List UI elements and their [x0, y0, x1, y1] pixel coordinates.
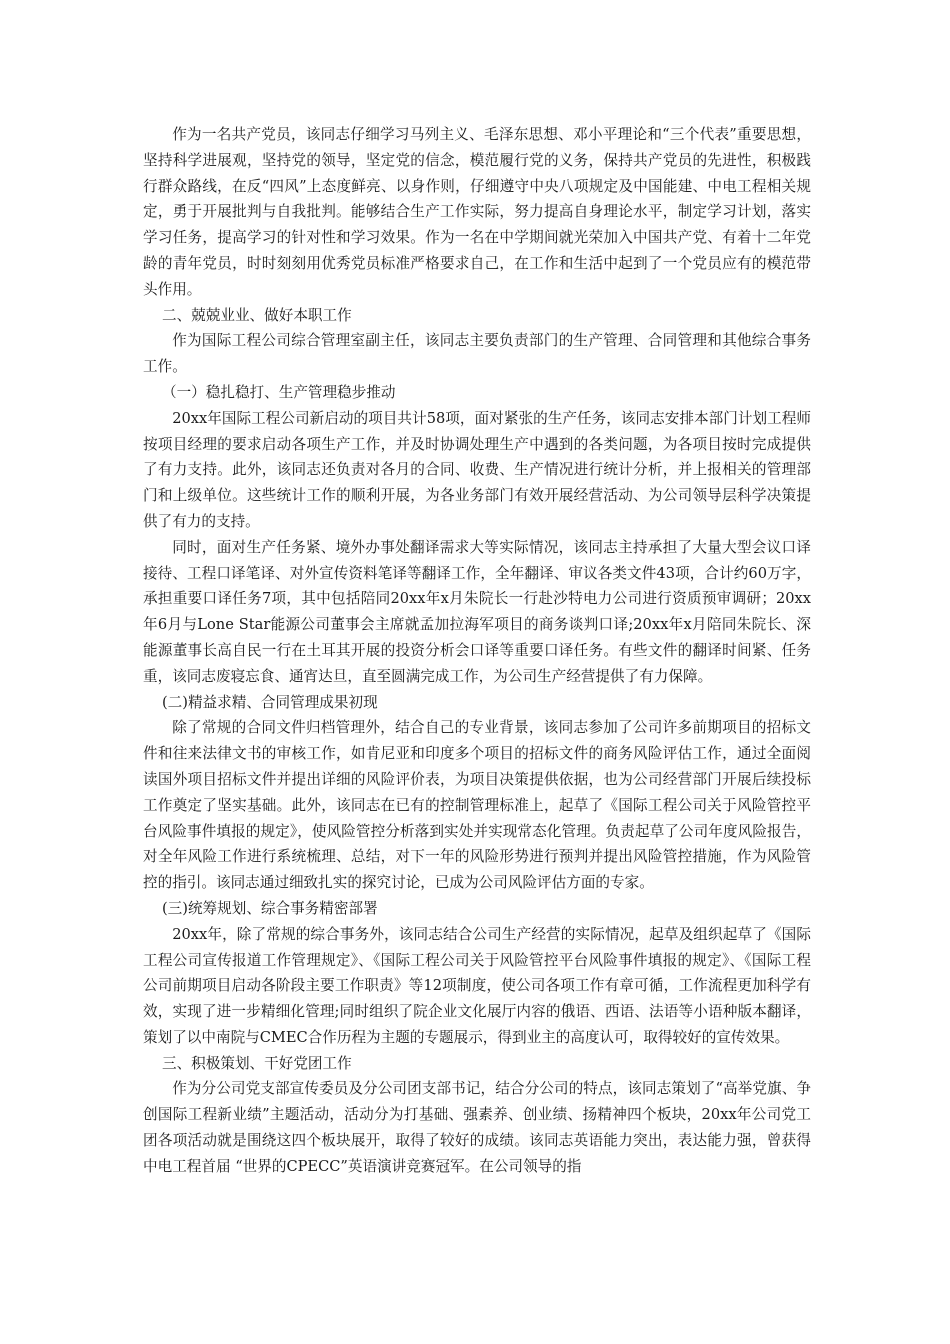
section-heading-dedication: 二、兢兢业业、做好本职工作 [161, 306, 352, 324]
subsection-heading-contract-management: (二)精益求精、合同管理成果初现 [161, 693, 378, 711]
paragraph-regulations-drafting: 20xx年，除了常规的综合事务外，该同志结合公司生产经营的实际情况，起草及组织起草了《国际工程公司宣传报道工作管理规定》、《国际工程公司关于风险管控平台风险事件填报的规定》、《国际工程公司前期项目启动各阶段主要工作职责》等12项制度，使公司各项工作有章可循，工作流程更加科学有效，实现了进一步精细化管理;同时组织了院企业文化展厅内容的俄语、西语、法语等小语种版本翻译，策划了以中南院与CMEC合作历程为主题的专题展示，得到业主的高度认可，取得较好的宣传效果。 [143, 925, 811, 1046]
document-page [143, 122, 811, 1180]
subsection-heading-production-management: （一）稳扎稳打、生产管理稳步推动 [161, 383, 396, 401]
paragraph-party-member-study: 作为一名共产党员，该同志仔细学习马列主义、毛泽东思想、邓小平理论和“三个代表”重要思想，坚持科学进展观，坚持党的领导，坚定党的信念，模范履行党的义务，保持共产党员的先进性，积极践行群众路线，在反“四风”上态度鲜亮、以身作则，仔细遵守中央八项规定及中国能建、中电工程相关规定，勇于开展批判与自我批判。能够结合生产工作实际，努力提高自身理论水平，制定学习计划，落实学习任务，提高学习的针对性和学习效果。作为一名在中学期间就光荣加入中国共产党、有着十二年党龄的青年党员，时时刻刻用优秀党员标准严格要求自己，在工作和生活中起到了一个党员应有的模范带头作用。 [143, 126, 811, 298]
paragraph-production-projects: 20xx年国际工程公司新启动的项目共计58项，面对紧张的生产任务，该同志安排本部门计划工程师按项目经理的要求启动各项生产工作，并及时协调处理生产中遇到的各类问题，为各项目按时完成提供了有力支持。此外，该同志还负责对各月的合同、收费、生产情况进行统计分析，并上报相关的管理部门和上级单位。这些统计工作的顺利开展，为各业务部门有效开展经营活动、为公司领导层科学决策提供了有力的支持。 [143, 409, 811, 530]
subsection-heading-general-affairs: (三)统筹规划、综合事务精密部署 [161, 899, 378, 917]
section-heading-party-work: 三、积极策划、干好党团工作 [161, 1054, 352, 1072]
paragraph-risk-management: 除了常规的合同文件归档管理外，结合自己的专业背景，该同志参加了公司许多前期项目的招标文件和往来法律文书的审核工作，如肯尼亚和印度多个项目的招标文件的商务风险评估工作，通过全面阅读国外项目招标文件并提出详细的风险评价表，为项目决策提供依据，也为公司经营部门开展后续投标工作奠定了坚实基础。此外，该同志在已有的控制管理标准上，起草了《国际工程公司关于风险管控平台风险事件填报的规定》，使风险管控分析落到实处并实现常态化管理。负责起草了公司年度风险报告，对全年风险工作进行系统梳理、总结，对下一年的风险形势进行预判并提出风险管控措施，作为风险管控的指引。该同志通过细致扎实的探究讨论，已成为公司风险评估方面的专家。 [143, 719, 811, 892]
paragraph-translation-work: 同时，面对生产任务紧、境外办事处翻译需求大等实际情况，该同志主持承担了大量大型会议口译接待、工程口译笔译、对外宣传资料笔译等翻译工作，全年翻译、审议各类文件43项，合计约60万字，承担重要口译任务7项，其中包括陪同20xx年x月朱院长一行赴沙特电力公司进行资质预审调研；20xx年6月与Lone Star能源公司董事会主席就孟加拉海军项目的商务谈判口译;20xx年x月陪同朱院长、深能源董事长高自民一行在土耳其开展的投资分析会口译等重要口译任务。有些文件的翻译时间紧、任务重，该同志废寝忘食、通宵达旦，直至圆满完成工作，为公司生产经营提供了有力保障。 [143, 538, 811, 685]
paragraph-party-activities: 作为分公司党支部宣传委员及分公司团支部书记，结合分公司的特点，该同志策划了“高举党旗、争创国际工程新业绩”主题活动，活动分为打基础、强素养、创业绩、扬精神四个板块，20xx年公司党工团各项活动就是围绕这四个板块展开，取得了较好的成绩。该同志英语能力突出，表达能力强，曾获得中电工程首届 “世界的CPECC”英语演讲竞赛冠军。在公司领导的指 [143, 1080, 811, 1175]
paragraph-role-description: 作为国际工程公司综合管理室副主任，该同志主要负责部门的生产管理、合同管理和其他综合事务工作。 [143, 332, 811, 376]
